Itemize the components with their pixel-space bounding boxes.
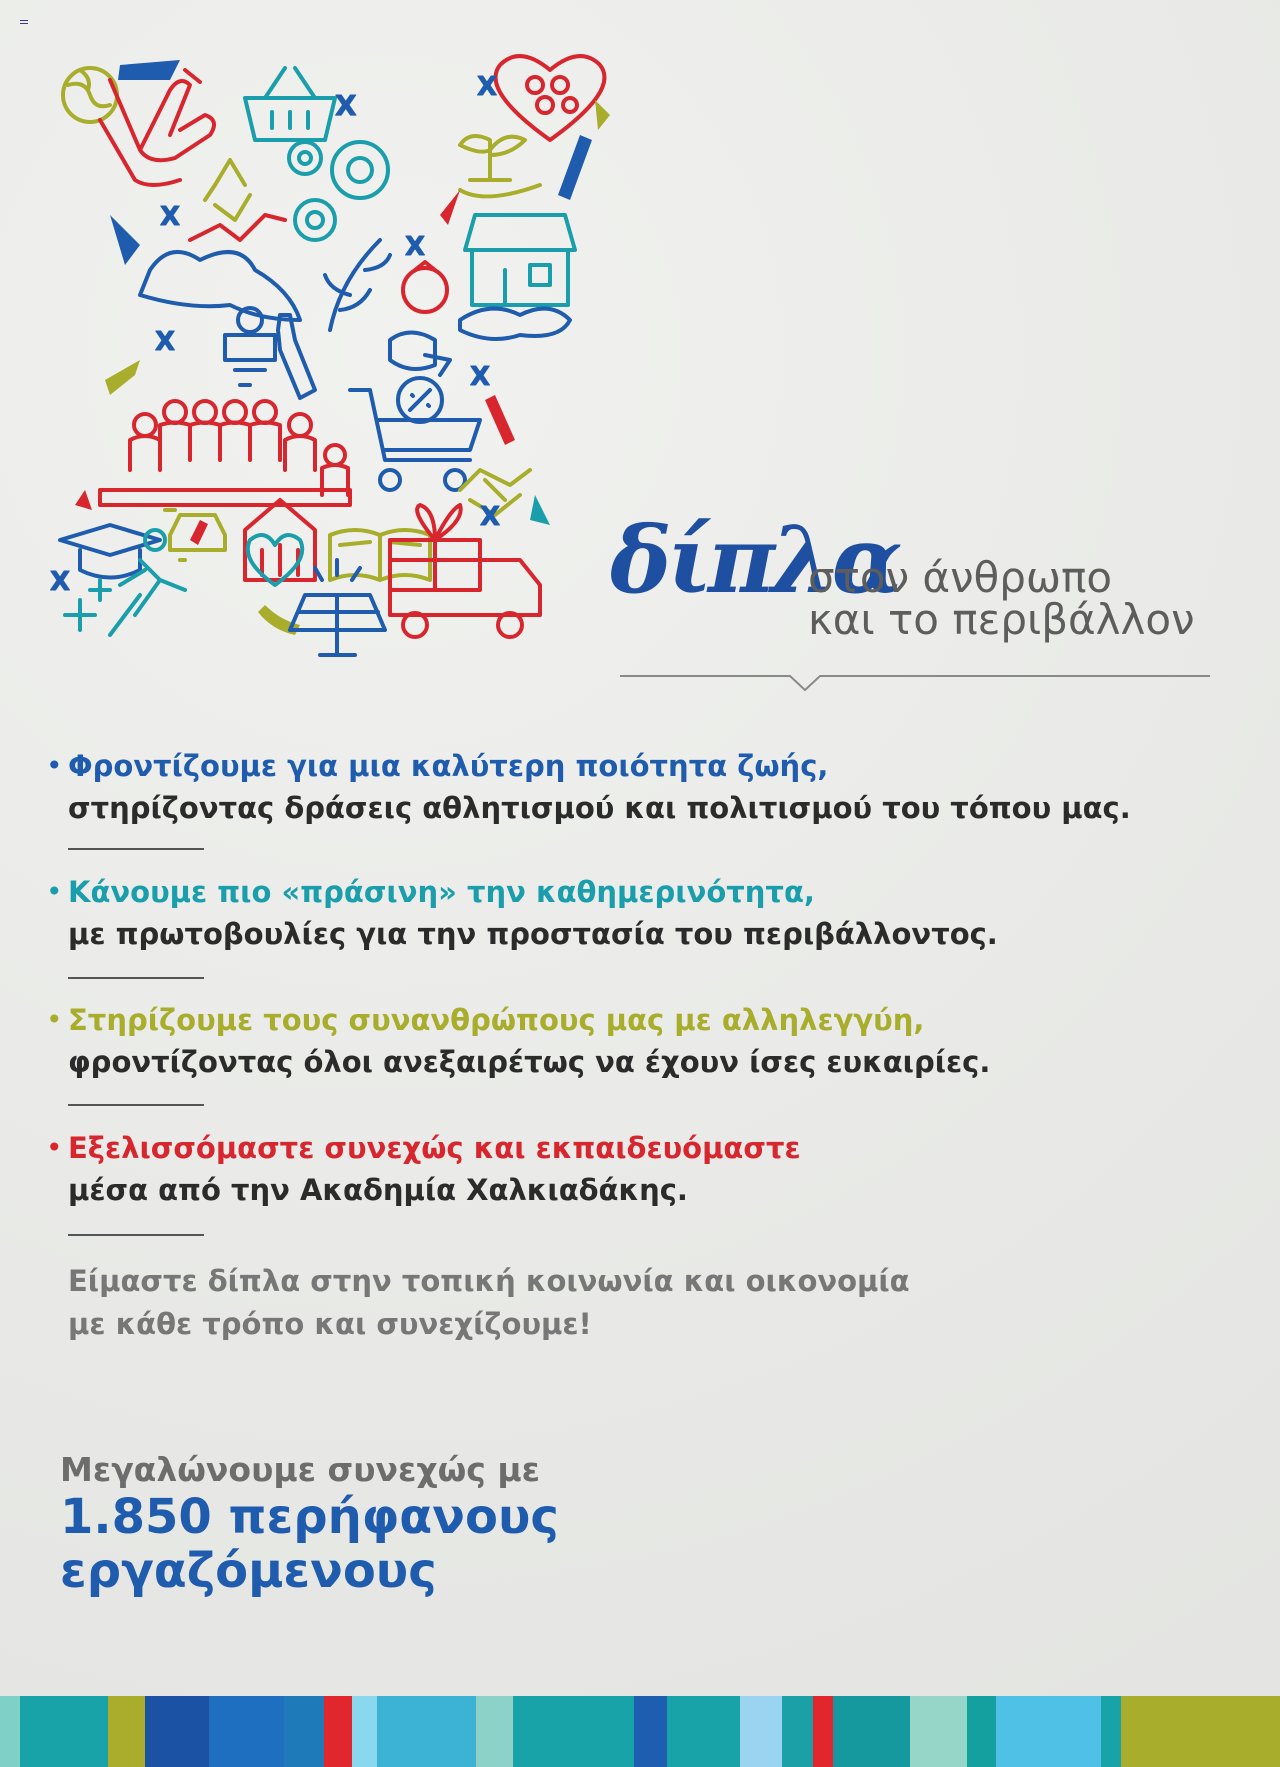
x-mark-icon: X [477, 72, 498, 102]
book-icon [330, 530, 430, 580]
brand-tagline-line1: στον άνθρωπο [808, 553, 1113, 602]
color-stripe [1121, 1696, 1280, 1767]
color-stripe [0, 1696, 20, 1767]
accent-shape [530, 495, 550, 525]
shopping-cart-percent-icon [350, 378, 480, 490]
commitment-text: στηρίζοντας δράσεις αθλητισμού και πολιτισμού του τόπου μας. [68, 791, 1131, 825]
accent-shape [485, 395, 515, 445]
shopping-basket-icon [245, 68, 335, 140]
accent-shape [118, 60, 180, 80]
color-stripe [145, 1696, 209, 1767]
commitment-text: με πρωτοβουλίες για την προστασία του περιβάλλοντος. [68, 917, 998, 951]
color-stripe [833, 1696, 910, 1767]
closing-line2: με κάθε τρόπο και συνεχίζουμε! [68, 1307, 592, 1341]
bullet-icon: • [46, 1131, 63, 1164]
color-stripe [967, 1696, 996, 1767]
divider [68, 848, 204, 850]
divider [68, 977, 204, 979]
brand-block [610, 506, 1210, 690]
stat-line2: εργαζόμενους [60, 1543, 437, 1599]
heart-hand-icon [248, 535, 302, 585]
gift-truck-icon [390, 505, 540, 637]
color-stripe [513, 1696, 634, 1767]
commitment-heading: Φροντίζουμε για μια καλύτερη ποιότητα ζωής, [68, 749, 829, 783]
brand-logo: δίπλα [610, 506, 899, 614]
divider [68, 1234, 204, 1236]
store-icon [465, 215, 575, 305]
color-stripe-band [0, 1696, 1280, 1767]
accent-shape [558, 135, 592, 200]
bullet-icon: • [46, 875, 63, 908]
gears-icon [289, 142, 388, 240]
closing-line1: Είμαστε δίπλα στην τοπική κοινωνία και οικονομία [68, 1264, 910, 1298]
heart-people-icon [496, 56, 605, 140]
bullet-icon: • [46, 1003, 63, 1036]
community-icons-collage [40, 40, 640, 700]
color-stripe [352, 1696, 376, 1767]
accent-shape [440, 190, 460, 225]
closing-statement [68, 1260, 910, 1346]
x-mark-icon: X [335, 89, 357, 122]
commitment-heading: Στηρίζουμε τους συνανθρώπους μας με αλληλεγγύη, [68, 1003, 925, 1037]
color-stripe [209, 1696, 284, 1767]
commitment-text: φροντίζοντας όλοι ανεξαιρέτως να έχουν ίσες ευκαιρίες. [68, 1045, 991, 1079]
color-stripe [284, 1696, 324, 1767]
color-stripe [1101, 1696, 1121, 1767]
crete-map-icon [460, 309, 570, 339]
commitment-heading: Εξελισσόμαστε συνεχώς και εκπαιδευόμαστε [68, 1131, 801, 1165]
olive-branch-icon [325, 240, 390, 330]
x-mark-icon: X [405, 232, 426, 262]
x-mark-icon: X [160, 202, 181, 232]
commitment-text: μέσα από την Ακαδημία Χαλκιαδάκης. [68, 1173, 688, 1207]
stat-employees [60, 1490, 559, 1598]
color-stripe [20, 1696, 108, 1767]
brand-divider [620, 664, 1210, 694]
divider [68, 1104, 204, 1106]
color-stripe [782, 1696, 813, 1767]
menu-icon[interactable] [20, 20, 28, 27]
color-stripe [108, 1696, 145, 1767]
worker-icon [225, 308, 275, 385]
accent-shape [105, 360, 140, 395]
color-stripe [667, 1696, 740, 1767]
x-mark-icon: X [470, 362, 491, 392]
accent-shape [110, 215, 140, 265]
x-mark-icon: X [480, 502, 501, 532]
accent-shape [75, 490, 92, 510]
color-stripe [377, 1696, 476, 1767]
stat-intro: Μεγαλώνουμε συνεχώς με [60, 1450, 540, 1489]
recycle-icon [205, 160, 250, 220]
x-mark-icon: X [155, 327, 176, 357]
globe-icon [63, 68, 117, 122]
tomato-icon [403, 262, 447, 312]
color-stripe [324, 1696, 353, 1767]
commitment-heading: Κάνουμε πιο «πράσινη» την καθημερινότητα, [68, 875, 815, 909]
brand-tagline-line2: και το περιβάλλον [808, 595, 1195, 644]
crete-map-icon [140, 252, 300, 320]
cheese-icon [390, 333, 450, 376]
color-stripe [996, 1696, 1102, 1767]
color-stripe [813, 1696, 833, 1767]
x-mark-icon: X [50, 567, 71, 597]
bullet-icon: • [46, 749, 63, 782]
wine-bottle-icon [278, 315, 315, 398]
people-group-icon [100, 401, 350, 505]
plant-in-hand-icon [460, 136, 540, 196]
color-stripe [910, 1696, 967, 1767]
accent-shape [190, 520, 208, 545]
color-stripe [634, 1696, 667, 1767]
color-stripe [476, 1696, 513, 1767]
color-stripe [740, 1696, 782, 1767]
accent-shape [595, 100, 610, 130]
stat-line1: 1.850 περήφανους [60, 1489, 559, 1545]
solar-panel-icon [290, 560, 385, 655]
